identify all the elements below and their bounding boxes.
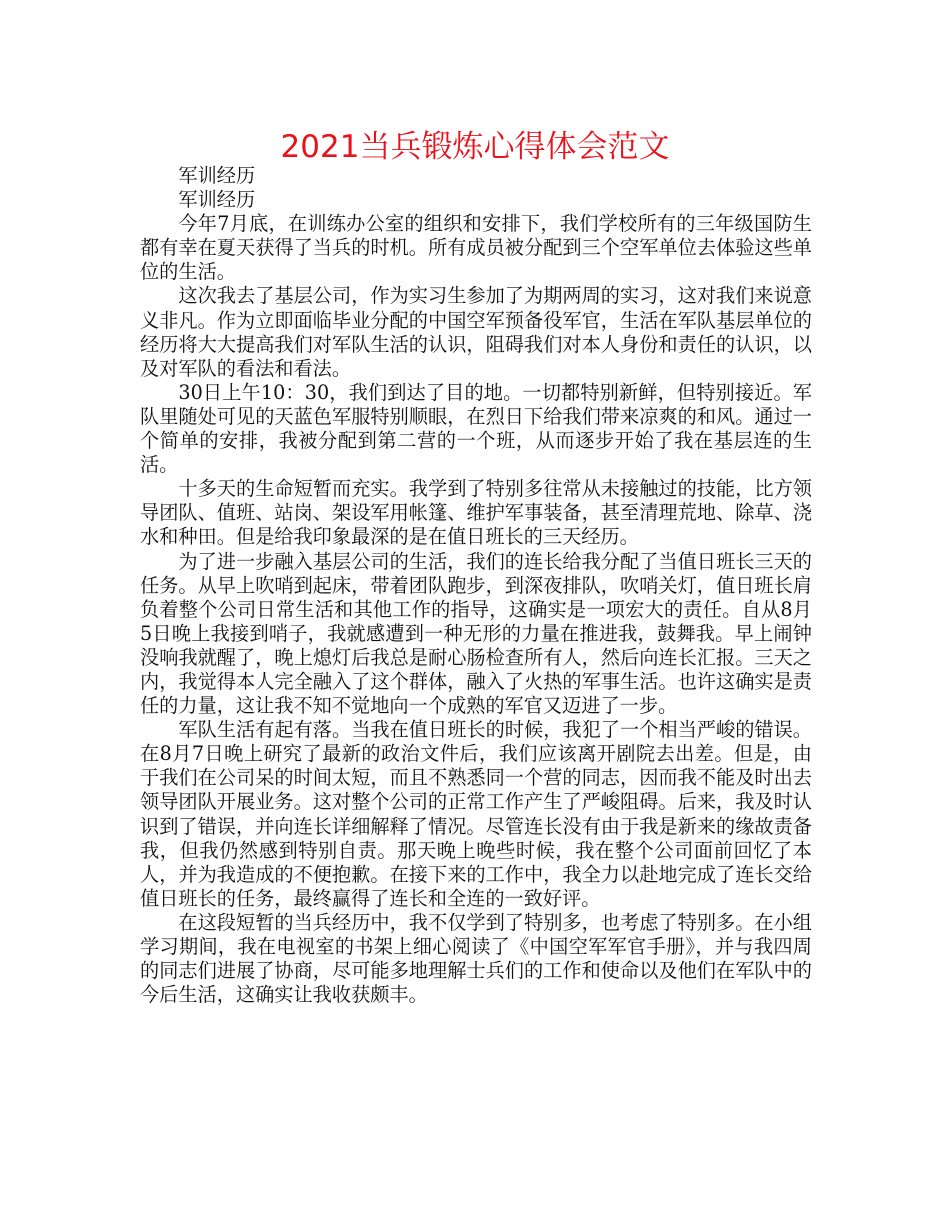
paragraph: 30日上午10：30，我们到达了目的地。一切都特别新鲜，但特别接近。军队里随处可见的天蓝色军服特别顺眼，在烈日下给我们带来凉爽的和风。通过一个简单的安排，我被分配到第二营的一个班，从而逐步开始了我在基层连的生活。 xyxy=(140,380,812,477)
document-body xyxy=(140,164,812,1007)
paragraph: 军队生活有起有落。当我在值日班长的时候，我犯了一个相当严峻的错误。在8月7日晚上研究了最新的政治文件后，我们应该离开剧院去出差。但是，由于我们在公司呆的时间太短，而且不熟悉同一个营的同志，因而我不能及时出去领导团队开展业务。这对整个公司的正常工作产生了严峻阻碍。后来，我及时认识到了错误，并向连长详细解释了情况。尽管连长没有由于我是新来的缘故责备我，但我仍然感到特别自责。那天晚上晚些时候，我在整个公司面前回忆了本人，并为我造成的不便抱歉。在接下来的工作中，我全力以赴地完成了连长交给值日班长的任务，最终赢得了连长和全连的一致好评。 xyxy=(140,718,812,910)
paragraph: 这次我去了基层公司，作为实习生参加了为期两周的实习，这对我们来说意义非凡。作为立即面临毕业分配的中国空军预备役军官，生活在军队基层单位的经历将大大提高我们对军队生活的认识，阻碍我们对本人身份和责任的认识，以及对军队的看法和看法。 xyxy=(140,284,812,380)
paragraph: 军训经历 xyxy=(178,188,256,212)
document-title: 2021当兵锻炼心得体会范文 xyxy=(280,129,670,165)
paragraph: 十多天的生命短暂而充实。我学到了特别多往常从未接触过的技能，比方领导团队、值班、站岗、架设军用帐篷、维护军事装备，甚至清理荒地、除草、浇水和种田。但是给我印象最深的是在值日班长的三天经历。 xyxy=(140,477,812,549)
paragraph: 为了进一步融入基层公司的生活，我们的连长给我分配了当值日班长三天的任务。从早上吹哨到起床，带着团队跑步，到深夜排队，吹哨关灯，值日班长肩负着整个公司日常生活和其他工作的指导，这确实是一项宏大的责任。自从8月5日晚上我接到哨子，我就感遭到一种无形的力量在推进我，鼓舞我。早上闹钟没响我就醒了，晚上熄灯后我总是耐心肠检查所有人，然后向连长汇报。三天之内，我觉得本人完全融入了这个群体，融入了火热的军事生活。也许这确实是责任的力量，这让我不知不觉地向一个成熟的军官又迈进了一步。 xyxy=(140,549,812,718)
paragraph: 今年7月底，在训练办公室的组织和安排下，我们学校所有的三年级国防生都有幸在夏天获得了当兵的时机。所有成员被分配到三个空军单位去体验这些单位的生活。 xyxy=(140,212,812,284)
paragraph: 在这段短暂的当兵经历中，我不仅学到了特别多，也考虑了特别多。在小组学习期间，我在电视室的书架上细心阅读了《中国空军军官手册》，并与我四周的同志们进展了协商，尽可能多地理解士兵们的工作和使命以及他们在军队中的今后生活，这确实让我收获颇丰。 xyxy=(140,910,812,1007)
paragraph: 军训经历 xyxy=(178,164,256,187)
